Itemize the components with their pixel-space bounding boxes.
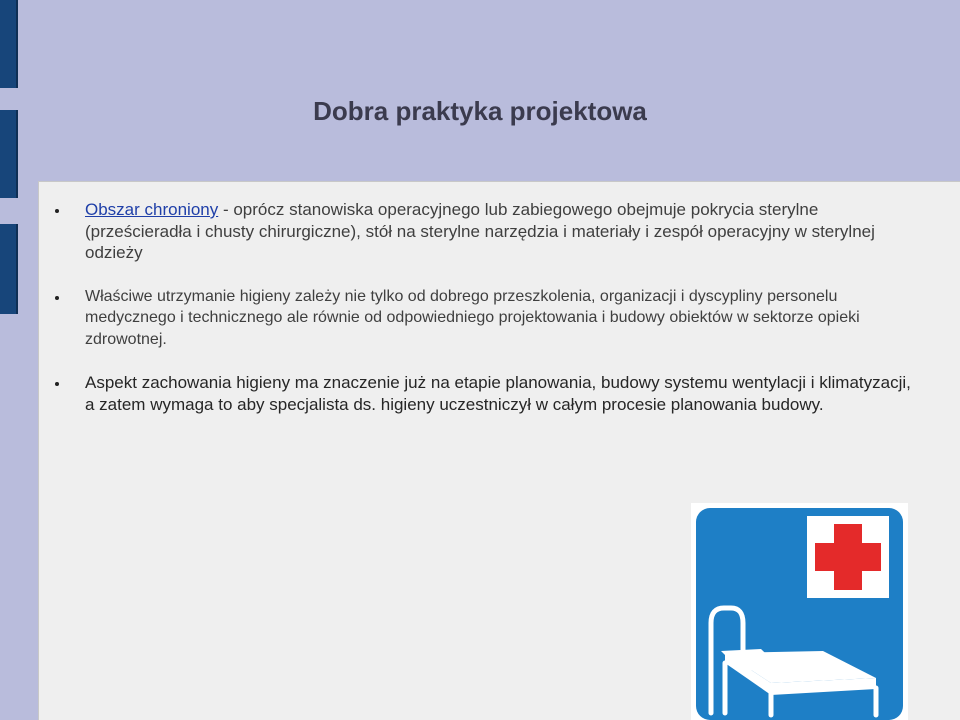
bullet-text: - oprócz stanowiska operacyjnego lub zabiegowego obejmuje pokrycia sterylne (prześcieradła i chusty chirurgiczne), stół na sterylne narzędzia i materiały i zespół operacyjny w sterylnej odzieży [85, 200, 875, 262]
bullet-item-planning [85, 372, 915, 415]
bullet-text: Aspekt zachowania higieny ma znaczenie już na etapie planowania, budowy systemu wentylacji i klimatyzacji, a zatem wymaga to aby specjalista ds. higieny uczestniczył w całym procesie planowania budowy. [85, 373, 911, 414]
bullet-list [85, 199, 915, 437]
bullet-dot-icon [55, 209, 59, 213]
bullet-item-hygiene [85, 286, 915, 351]
protected-area-link[interactable]: Obszar chroniony [85, 200, 219, 219]
accent-bar-top [0, 0, 18, 88]
bullet-dot-icon [55, 382, 59, 386]
bullet-item-protected-area [85, 199, 915, 264]
accent-bar-bottom [0, 224, 18, 314]
bullet-dot-icon [55, 296, 59, 300]
bullet-text: Właściwe utrzymanie higieny zależy nie tylko od dobrego przeszkolenia, organizacji i dyscypliny personelu medycznego i technicznego ale równie od odpowiedniego projektowania i budowy obiektów w sektorze opieki zdrowotnej. [85, 287, 860, 348]
hospital-sign-icon [691, 503, 908, 720]
slide-title: Dobra praktyka projektowa [313, 96, 647, 126]
